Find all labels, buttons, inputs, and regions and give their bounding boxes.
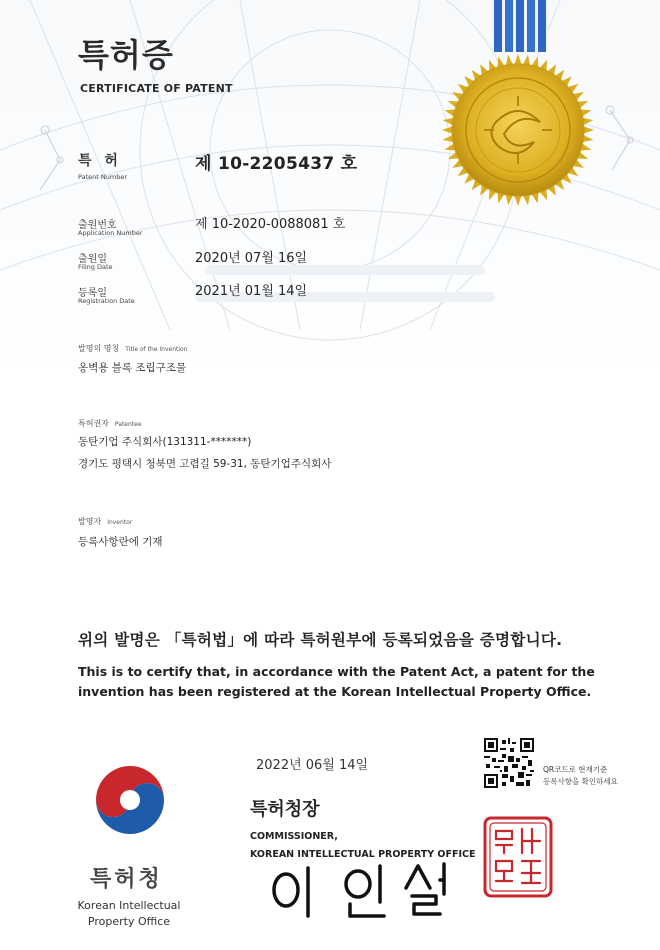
filing-date-label: 출원일 <box>78 254 107 265</box>
application-number-label: 출원번호 <box>78 220 117 231</box>
certification-statement-ko: 위의 발명은 「특허법」에 따라 특허원부에 등록되었음을 증명합니다. <box>78 631 563 649</box>
registration-date-label-en: Registration Date <box>78 297 135 305</box>
agency-name-en <box>74 898 184 930</box>
invention-label-en: Title of the Invention <box>125 346 188 353</box>
commissioner-line2: KOREAN INTELLECTUAL PROPERTY OFFICE <box>250 849 476 860</box>
inventor-label <box>78 516 132 527</box>
patent-number-label: 특 허 <box>78 153 122 169</box>
kipo-logo-icon <box>90 760 170 840</box>
certificate-title: 특허증 <box>78 36 174 74</box>
qr-note-line1: QR코드로 현재기준 <box>543 765 608 774</box>
qr-code[interactable] <box>484 738 534 788</box>
commissioner-title: 특허청장 <box>250 799 320 820</box>
issue-date: 2022년 06월 14일 <box>256 758 369 773</box>
agency-name: 특허청 <box>90 867 163 892</box>
patentee-address: 경기도 평택시 청북면 고렴길 59-31, 동탄기업주식회사 <box>78 458 332 470</box>
patentee-name: 동탄기업 주식회사(131311-*******) <box>78 436 252 448</box>
application-number-value: 제 10-2020-0088081 호 <box>195 217 346 232</box>
filing-date-value: 2020년 07월 16일 <box>195 251 308 266</box>
invention-title: 옹벽용 블록 조립구조물 <box>78 362 187 374</box>
inventor-label-ko: 발명자 <box>78 517 102 526</box>
patentee-label <box>78 418 142 429</box>
registration-date-value: 2021년 01월 14일 <box>195 284 308 299</box>
qr-note-line2: 등록사항을 확인하세요 <box>543 777 618 786</box>
patent-number-label-en: Patent Number <box>78 173 128 181</box>
agency-name-en-line2: Property Office <box>87 915 171 928</box>
patentee-label-en: Patentee <box>114 421 142 428</box>
gold-seal-emblem <box>438 42 598 222</box>
invention-label-ko: 발명의 명칭 <box>78 344 120 353</box>
registration-date-label: 등록일 <box>78 288 107 299</box>
commissioner-signature <box>268 860 468 920</box>
certificate-title-en: CERTIFICATE OF PATENT <box>80 82 233 95</box>
inventor-value: 등록사항란에 기재 <box>78 536 163 548</box>
inventor-label-en: Inventor <box>107 519 133 526</box>
qr-note <box>543 764 635 788</box>
patent-number-value: 제 10-2205437 호 <box>195 154 358 174</box>
invention-label <box>78 343 188 354</box>
patentee-label-ko: 특허권자 <box>78 419 109 428</box>
commissioner-title-en <box>250 828 475 864</box>
agency-name-en-line1: Korean Intellectual <box>77 899 181 912</box>
official-red-seal <box>482 815 554 899</box>
application-number-label-en: Application Number <box>78 229 143 237</box>
certification-statement-en: This is to certify that, in accordance with the Patent Act, a patent for the invention has been registered at the Korean Intellectual Property Office. <box>78 664 595 699</box>
commissioner-line1: COMMISSIONER, <box>250 831 338 842</box>
filing-date-label-en: Filing Date <box>78 263 113 271</box>
